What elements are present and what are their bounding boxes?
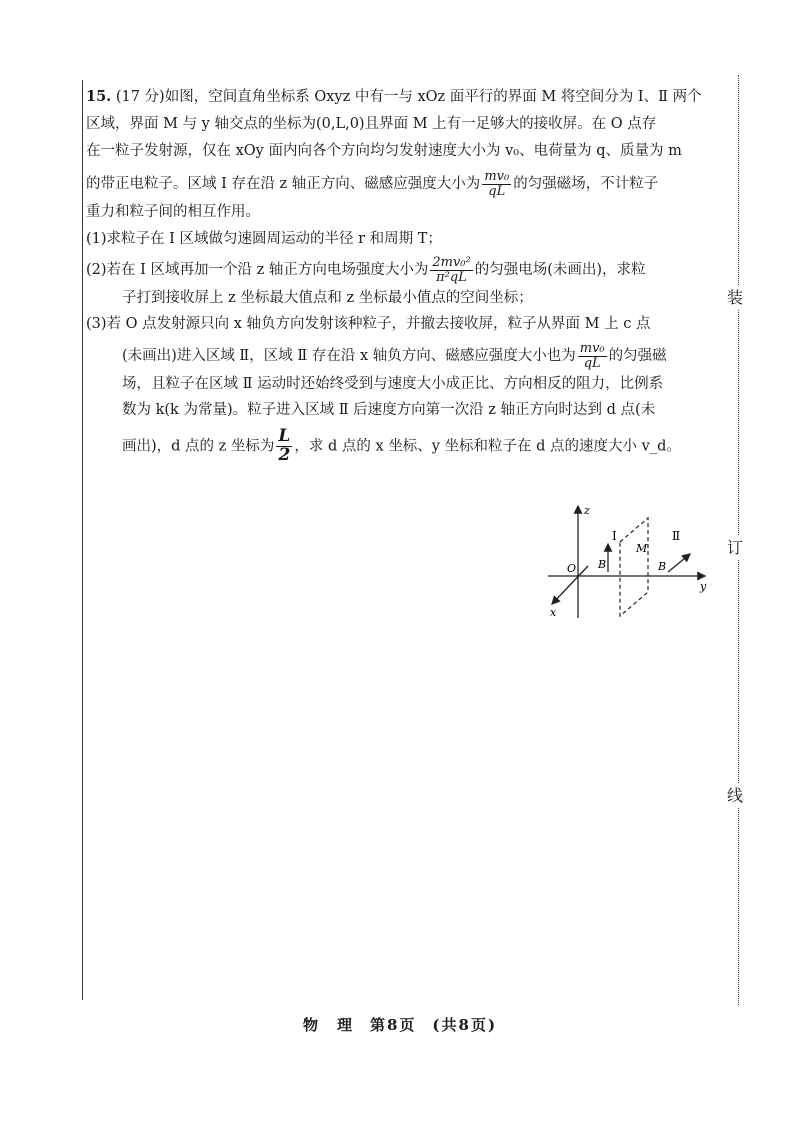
half-l-fraction [276,428,292,465]
region-1-label: Ⅰ [612,529,617,543]
stem-line-3: 在一粒子发射源，仅在 xOy 面内向各个方向均匀发射速度大小为 v₀、电荷量为 q、质量为 m [86,142,682,159]
y-axis-label: y [700,580,707,593]
part-2-text-b: 的匀强电场(未画出)，求粒 [474,262,646,279]
page-footer [0,1014,800,1035]
footer-total: (共8页) [432,1016,498,1034]
b2-field-numerator: mv₀ [579,341,605,357]
region-2-label: Ⅱ [672,529,681,543]
stem-line-4-text-a: 的带正电粒子。区域 Ⅰ 存在沿 z 轴正方向、磁感应强度大小为 [86,176,481,193]
half-l-numerator: L [278,426,291,447]
part-3-text-e1: 画出)，d 点的 z 坐标为 [122,438,275,455]
interface-plane-m [620,518,648,616]
b-field-numerator: mv₀ [484,169,510,185]
part-3-text-b1: (未画出)进入区域 Ⅱ，区域 Ⅱ 存在沿 x 轴负方向、磁感应强度大小也为 [122,348,576,365]
part-3-line-5 [86,428,728,465]
coordinate-diagram [540,500,720,625]
stem-line-4 [86,170,728,198]
z-axis-label: z [584,504,590,517]
e-field-denominator: π²qL [436,269,467,285]
part-3-text-e2: ，求 d 点的 x 坐标、y 坐标和粒子在 d 点的速度大小 v_d。 [294,438,681,455]
e-field-fraction [430,256,472,284]
binding-char-xian: 线 [727,784,743,808]
b2-field-denominator: qL [583,355,601,371]
b-arrow-region-2 [668,554,690,572]
question-number: 15. [86,88,112,105]
question-points: (17 分) [115,89,165,105]
stem-text-1: 如图，空间直角坐标系 Oxyz 中有一与 xOz 面平行的界面 M 将空间分为 Ⅰ、Ⅱ 两个 [164,89,702,105]
question-15 [86,84,728,465]
b-field-denominator: qL [488,184,506,200]
b-field-fraction [482,170,511,198]
part-3-line-1: (3)若 O 点发射源只向 x 轴负方向发射该种粒子，并撤去接收屏，粒子从界面 M 上 c 点 [86,316,651,333]
binding-char-zhuang: 装 [727,286,743,310]
part-1: (1)求粒子在 Ⅰ 区域做匀速圆周运动的半径 r 和周期 T； [86,230,442,247]
part-3-line-4: 数为 k(k 为常量)。粒子进入区域 Ⅱ 后速度方向第一次沿 z 轴正方向时达到 d 点(未 [122,402,656,419]
stem-line-2: 区域，界面 M 与 y 轴交点的坐标为(0,L,0)且界面 M 上有一足够大的接收屏。在 O 点存 [86,115,657,132]
part-3-line-2 [86,342,728,370]
stem-line-4-text-b: 的匀强磁场，不计粒子 [513,176,659,193]
b-label-region-1: B [598,558,607,571]
stem-line-5: 重力和粒子间的相互作用。 [86,203,260,220]
left-margin-rule [82,80,83,1000]
part-2-text-a: (2)若在 Ⅰ 区域再加一个沿 z 轴正方向电场强度大小为 [86,262,429,279]
footer-subject: 物 理 [302,1016,354,1034]
plane-m-label: M [636,542,648,555]
part-3-text-b2: 的匀强磁 [608,348,667,365]
part-2-line-1 [86,256,728,284]
x-axis-label: x [550,606,557,619]
stem-line-1 [86,84,728,111]
b2-field-fraction [578,342,607,370]
origin-label: O [567,562,577,575]
part-2-line-2: 子打到接收屏上 z 坐标最大值点和 z 坐标最小值点的空间坐标； [122,289,533,306]
binding-char-ding: 订 [727,536,743,560]
e-field-numerator: 2mv₀² [432,255,471,271]
b-label-region-2: B [658,560,667,573]
footer-page: 第8页 [369,1016,417,1034]
part-3-line-3: 场，且粒子在区域 Ⅱ 运动时还始终受到与速度大小成正比、方向相反的阻力，比例系 [122,375,664,392]
half-l-denominator: 2 [278,445,291,465]
